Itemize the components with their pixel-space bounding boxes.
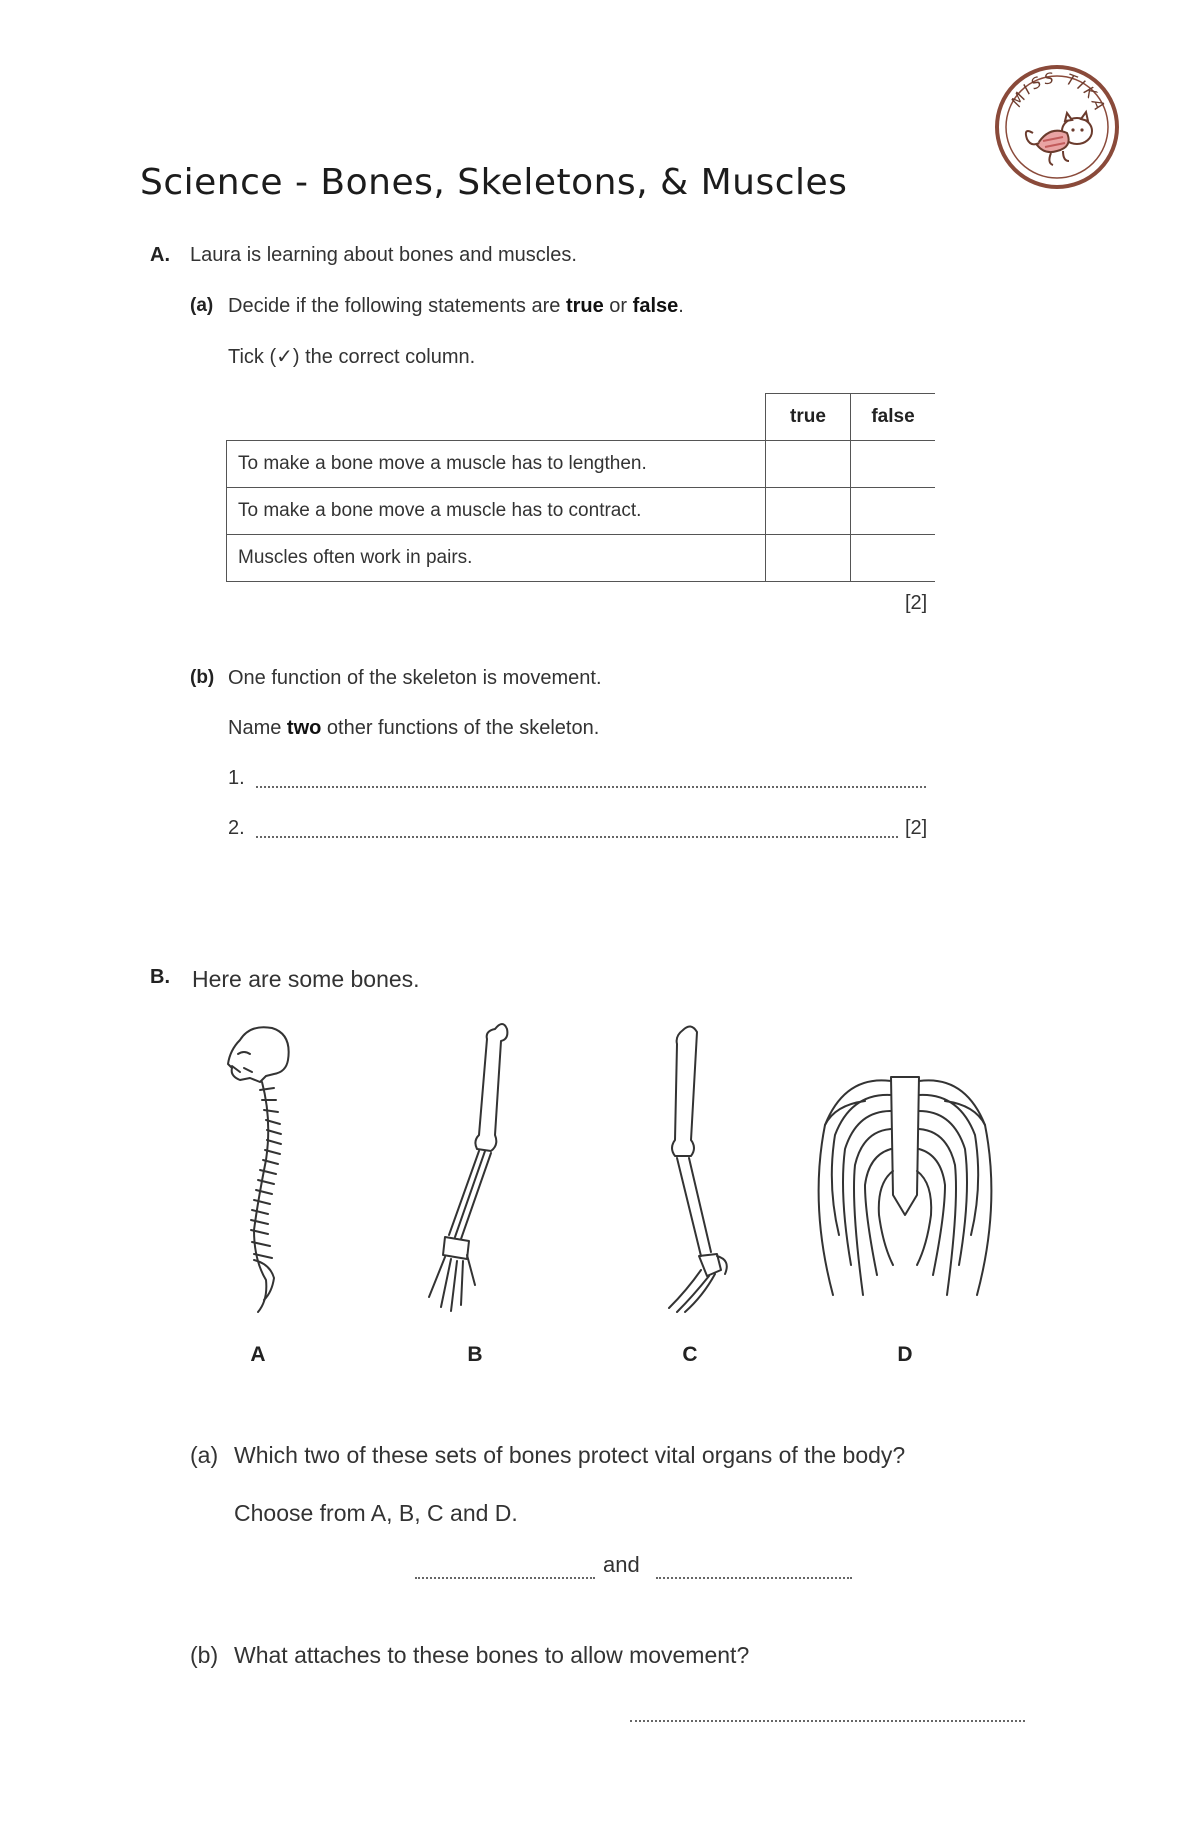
instruction-text: Decide if the following statements are bbox=[228, 295, 566, 317]
part-a-instruction bbox=[228, 295, 684, 318]
b-part-a-choose: Choose from A, B, C and D. bbox=[234, 1500, 518, 1526]
instruction-false: false bbox=[632, 295, 679, 317]
true-false-table bbox=[226, 393, 935, 582]
tick-cell-true[interactable] bbox=[766, 488, 851, 535]
tick-cell-false[interactable] bbox=[851, 535, 936, 582]
instruction-true: true bbox=[565, 295, 604, 317]
tick-cell-true[interactable] bbox=[766, 535, 851, 582]
bone-label-d: D bbox=[897, 1343, 913, 1366]
section-a-label: A. bbox=[150, 244, 170, 266]
b-part-a-label: (a) bbox=[190, 1442, 219, 1468]
table-row bbox=[227, 535, 936, 582]
b-part-a-question: Which two of these sets of bones protect vital organs of the body? bbox=[234, 1442, 906, 1468]
section-a-intro: Laura is learning about bones and muscles. bbox=[190, 244, 577, 266]
answer-number-2: 2. bbox=[228, 817, 245, 839]
answer-line-2[interactable] bbox=[256, 836, 898, 838]
statement-cell: Muscles often work in pairs. bbox=[227, 535, 766, 582]
answer-number-1: 1. bbox=[228, 767, 245, 789]
statement-cell: To make a bone move a muscle has to lengthen. bbox=[227, 441, 766, 488]
and-word: and bbox=[603, 1552, 640, 1577]
instruction-end: . bbox=[678, 295, 684, 317]
leg-bones-icon bbox=[645, 1020, 745, 1320]
bone-label-c: C bbox=[682, 1343, 698, 1366]
name-pre: Name bbox=[228, 717, 287, 739]
marks-a: [2] bbox=[905, 592, 928, 614]
section-b-label: B. bbox=[150, 966, 170, 988]
table-header-row bbox=[227, 394, 936, 441]
part-b-label: (b) bbox=[190, 667, 215, 688]
tick-cell-true[interactable] bbox=[766, 441, 851, 488]
b-part-b-label: (b) bbox=[190, 1642, 219, 1668]
answer-line-second[interactable] bbox=[656, 1577, 852, 1579]
spine-skull-icon bbox=[210, 1020, 310, 1320]
miss-tika-logo bbox=[993, 63, 1121, 191]
b-part-b-question: What attaches to these bones to allow movement? bbox=[234, 1642, 750, 1668]
logo-text: MISS TIKA bbox=[1007, 68, 1110, 116]
tick-cell-false[interactable] bbox=[851, 441, 936, 488]
column-false: false bbox=[851, 394, 936, 441]
arm-bones-icon bbox=[415, 1015, 515, 1320]
table-header-blank bbox=[227, 394, 766, 441]
name-post: other functions of the skeleton. bbox=[321, 717, 600, 739]
part-a-label: (a) bbox=[190, 295, 214, 316]
name-bold: two bbox=[286, 717, 322, 739]
marks-b: [2] bbox=[905, 817, 928, 839]
part-b-text: One function of the skeleton is movement. bbox=[228, 667, 602, 689]
answer-line-1[interactable] bbox=[256, 786, 926, 788]
statement-cell: To make a bone move a muscle has to contract. bbox=[227, 488, 766, 535]
page-title: Science - Bones, Skeletons, & Muscles bbox=[140, 162, 848, 203]
table-row bbox=[227, 488, 936, 535]
tick-cell-false[interactable] bbox=[851, 488, 936, 535]
instruction-or: or bbox=[603, 295, 633, 317]
section-b-intro: Here are some bones. bbox=[192, 966, 420, 992]
answer-line-attach[interactable] bbox=[630, 1720, 1025, 1722]
table-row bbox=[227, 441, 936, 488]
bone-label-a: A bbox=[250, 1343, 266, 1366]
part-b-name-instruction bbox=[228, 717, 599, 740]
answer-line-first[interactable] bbox=[415, 1577, 595, 1579]
ribcage-icon bbox=[805, 1065, 1005, 1325]
tick-instruction: Tick (✓) the correct column. bbox=[228, 346, 476, 368]
bone-label-b: B bbox=[467, 1343, 483, 1366]
column-true: true bbox=[766, 394, 851, 441]
